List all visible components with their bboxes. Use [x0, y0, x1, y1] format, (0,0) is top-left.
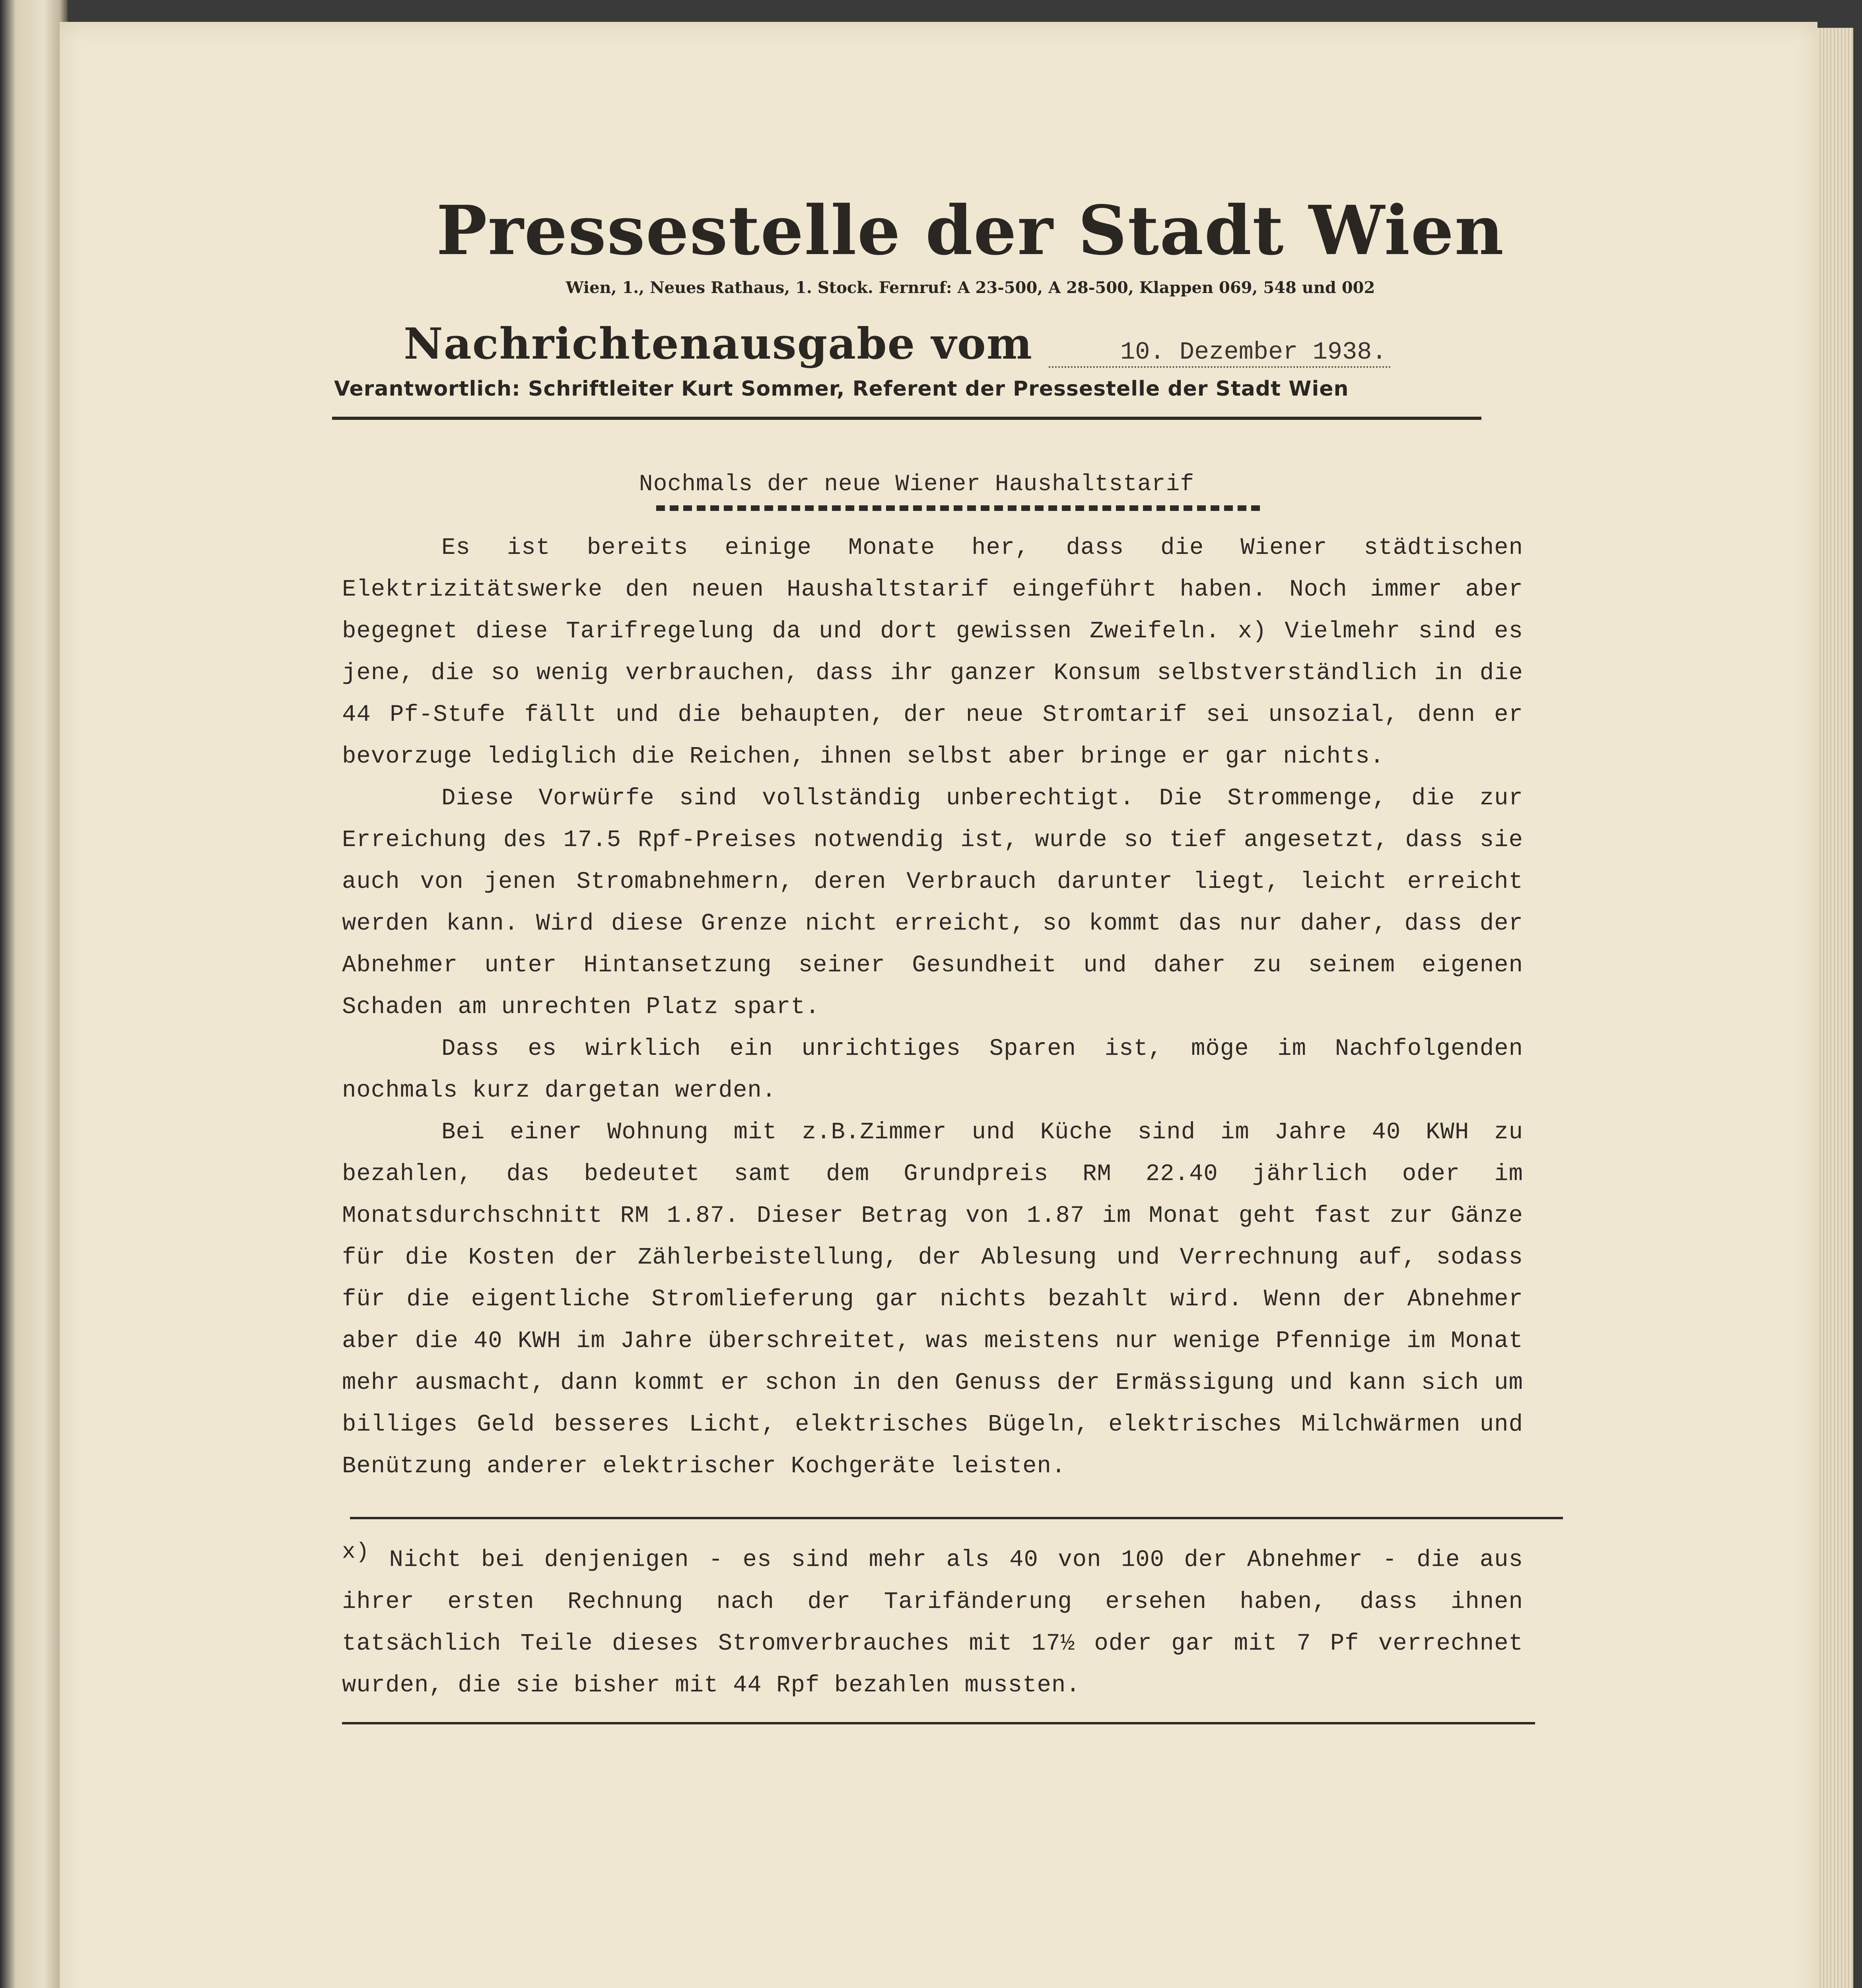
responsible-line: Verantwortlich: Schriftleiter Kurt Sommer, Referent der Pressestelle der Stadt Wien [334, 377, 1349, 401]
paragraph: Diese Vorwürfe sind vollständig unberechtigt. Die Strommenge, die zur Erreichung des 17.5 Rpf-Preises notwendig ist, wurde so tief angesetzt, dass sie auch von jenen Stromabnehmern, deren Verbrauch darunter liegt, leicht erreicht werden kann. Wird diese Grenze nicht erreicht, so kommt das nur daher, dass der Abnehmer unter Hintansetzung seiner Gesundheit und daher zu seinem eigenen Schaden am unrechten Platz spart. [342, 785, 1523, 1020]
book-binding [0, 0, 68, 1988]
masthead-title: Pressestelle der Stadt Wien [436, 191, 1505, 270]
footnote-marker: x) [342, 1539, 370, 1565]
header-rule [332, 417, 1481, 420]
page-stack-edge [1813, 28, 1853, 1988]
edition-label: Nachrichtenausgabe vom [404, 319, 1033, 369]
paragraph: Bei einer Wohnung mit z.B.Zimmer und Küche sind im Jahre 40 KWH zu bezahlen, das bedeutet samt dem Grundpreis RM 22.40 jährlich oder im Monatsdurchschnitt RM 1.87. Dieser Betrag von 1.87 im Monat geht fast zur Gänze für die Kosten der Zählerbeistellung, der Ablesung und Verrechnung auf, sodass für die eigentliche Stromlieferung gar nichts bezahlt wird. Wenn der Abnehmer aber die 40 KWH im Jahre überschreitet, was meistens nur wenige Pfennige im Monat mehr ausmacht, dann kommt er schon in den Genuss der Ermässigung und kann sich um billiges Geld besseres Licht, elektrisches Bügeln, elektrisches Milchwärmen und Benützung anderer elektrischer Kochgeräte leisten. [342, 1119, 1523, 1479]
article-title: Nochmals der neue Wiener Haushaltstarif [639, 472, 1195, 497]
paragraph: Dass es wirklich ein unrichtiges Sparen ist, möge im Nachfolgenden nochmals kurz dargetan werden. [342, 1035, 1523, 1104]
edition-row [404, 319, 1555, 369]
footnote-end-rule [342, 1722, 1535, 1724]
footnote-rule [350, 1517, 1563, 1519]
footnote-text: Nicht bei denjenigen - es sind mehr als 40 von 100 der Abnehmer - die aus ihrer ersten Rechnung nach der Tarifänderung ersehen haben, dass ihnen tatsächlich Teile dieses Stromverbrauches mit 17½ oder gar mit 7 Pf verrechnet wurden, die sie bisher mit 44 Rpf bezahlen mussten. [342, 1546, 1523, 1699]
article-body [342, 527, 1523, 1487]
paragraph: Es ist bereits einige Monate her, dass die Wiener städtischen Elektrizitätswerke den neuen Haushaltstarif eingeführt haben. Noch immer aber begegnet diese Tarifregelung da und dort gewissen Zweifeln. x) Vielmehr sind es jene, die so wenig verbrauchen, dass ihr ganzer Konsum selbstverständlich in die 44 Pf-Stufe fällt und die behaupten, der neue Stromtarif sei unsozial, denn er bevorzuge lediglich die Reichen, ihnen selbst aber bringe er gar nichts. [342, 534, 1523, 770]
edition-date: 10. Dezember 1938. [1049, 338, 1391, 368]
document-content [334, 191, 1555, 1724]
title-underline [656, 505, 1265, 511]
masthead-address: Wien, 1., Neues Rathaus, 1. Stock. Fernruf: A 23-500, A 28-500, Klappen 069, 548 und 002 [566, 278, 1375, 297]
footnote [342, 1531, 1523, 1706]
